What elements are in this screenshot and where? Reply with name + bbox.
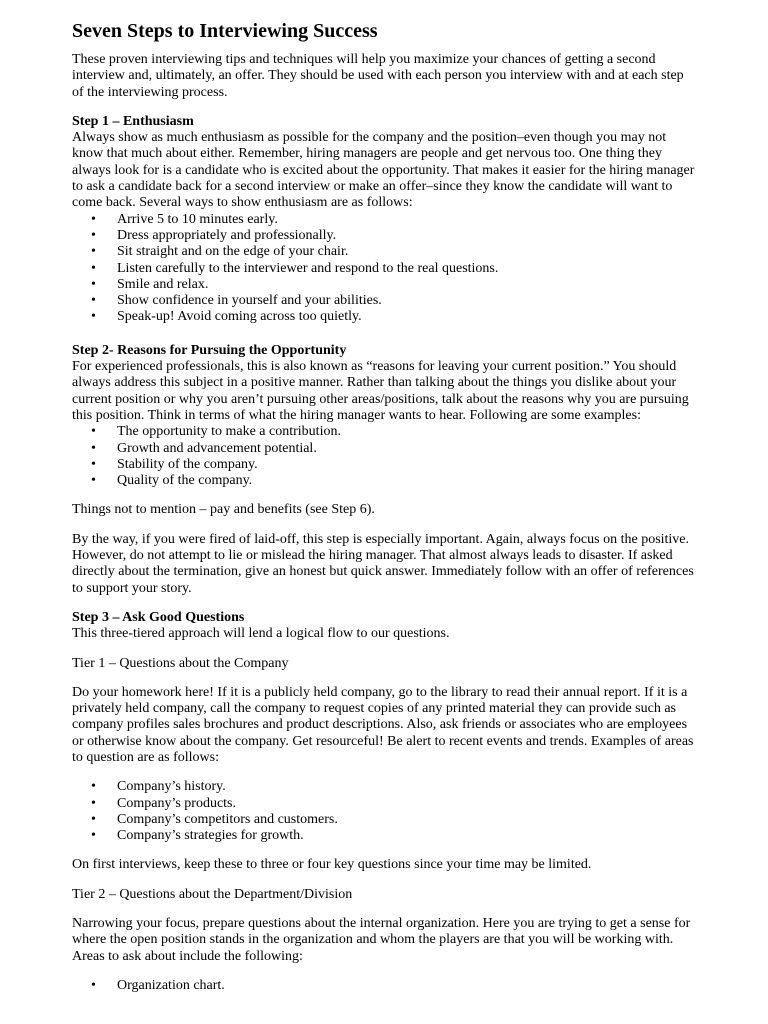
list-item: • Quality of the company.	[72, 473, 696, 489]
page-title: Seven Steps to Interviewing Success	[72, 20, 378, 42]
tier2-title: Tier 2 – Questions about the Department/Division	[72, 886, 353, 902]
list-item: • Dress appropriately and professionally.	[72, 228, 696, 244]
list-item: • Sit straight and on the edge of your chair.	[72, 244, 696, 260]
list-item: • Smile and relax.	[72, 277, 696, 293]
step2-body: For experienced professionals, this is also known as “reasons for leaving your current position.” You should always address this subject in a positive manner. Rather than talking about the things you dislike about your current position or why you aren’t pursuing other areas/positions, talk about the reasons why you are pursuing this position. Think in terms of what the hiring manager wants to hear. Following are some examples:	[72, 359, 689, 423]
step1-body: Always show as much enthusiasm as possible for the company and the position–even though you may not know that much about either. Remember, hiring managers are people and get nervous too. One thing they always look for is a candidate who is excited about the opportunity. That makes it easier for the hiring manager to ask a candidate back for a second interview or make an offer–since they know the candidate will want to come back. Several ways to show enthusiasm are as follows:	[72, 130, 695, 211]
step1-heading: Step 1 – Enthusiasm	[72, 113, 194, 129]
step2-list	[72, 424, 696, 489]
tier2-list	[72, 978, 696, 994]
list-item: • Company’s products.	[72, 796, 696, 812]
tier1-list	[72, 779, 696, 844]
tier2-body: Narrowing your focus, prepare questions about the internal organization. Here you are trying to get a sense for where the open position stands in the organization and whom the players are that you will be working with. Areas to ask about include the following:	[72, 916, 691, 964]
list-item: • Listen carefully to the interviewer and respond to the real questions.	[72, 261, 696, 277]
list-item: • Arrive 5 to 10 minutes early.	[72, 212, 696, 228]
list-item: • Organization chart.	[72, 978, 696, 994]
list-item: • Show confidence in yourself and your abilities.	[72, 293, 696, 309]
step2-fired-paragraph: By the way, if you were fired of laid-off, this step is especially important. Again, always focus on the positive. However, do not attempt to lie or mislead the hiring manager. That almost always leads to disaster. If asked directly about the termination, give an honest but quick answer. Immediately follow with an offer of references to support your story.	[72, 531, 694, 596]
tier1-note: On first interviews, keep these to three or four key questions since your time may be limited.	[72, 857, 592, 873]
intro-paragraph: These proven interviewing tips and techniques will help you maximize your chances of getting a second interview and, ultimately, an offer. They should be used with each person you interview with and at each step of the interviewing process.	[72, 52, 684, 100]
list-item: • Company’s competitors and customers.	[72, 812, 696, 828]
list-item: • Stability of the company.	[72, 457, 696, 473]
list-item: • Speak-up! Avoid coming across too quietly.	[72, 309, 696, 325]
list-item: • Company’s history.	[72, 779, 696, 795]
list-item: • Growth and advancement potential.	[72, 441, 696, 457]
list-item: • The opportunity to make a contribution.	[72, 424, 696, 440]
step2-not-to-mention: Things not to mention – pay and benefits (see Step 6).	[72, 502, 375, 518]
tier1-title: Tier 1 – Questions about the Company	[72, 655, 289, 671]
step2-heading: Step 2- Reasons for Pursuing the Opportunity	[72, 342, 347, 358]
step1-list	[72, 212, 696, 326]
list-item: • Company’s strategies for growth.	[72, 828, 696, 844]
step3-body: This three-tiered approach will lend a logical flow to our questions.	[72, 626, 450, 642]
step3-heading: Step 3 – Ask Good Questions	[72, 609, 245, 625]
tier1-body: Do your homework here! If it is a publicly held company, go to the library to read their annual report. If it is a privately held company, call the company to request copies of any printed material they can provide such as company profiles sales brochures and product descriptions. Also, ask friends or associates who are employees or otherwise know about the company. Get resourceful! Be alert to recent events and trends. Examples of areas to question are as follows:	[72, 684, 694, 765]
